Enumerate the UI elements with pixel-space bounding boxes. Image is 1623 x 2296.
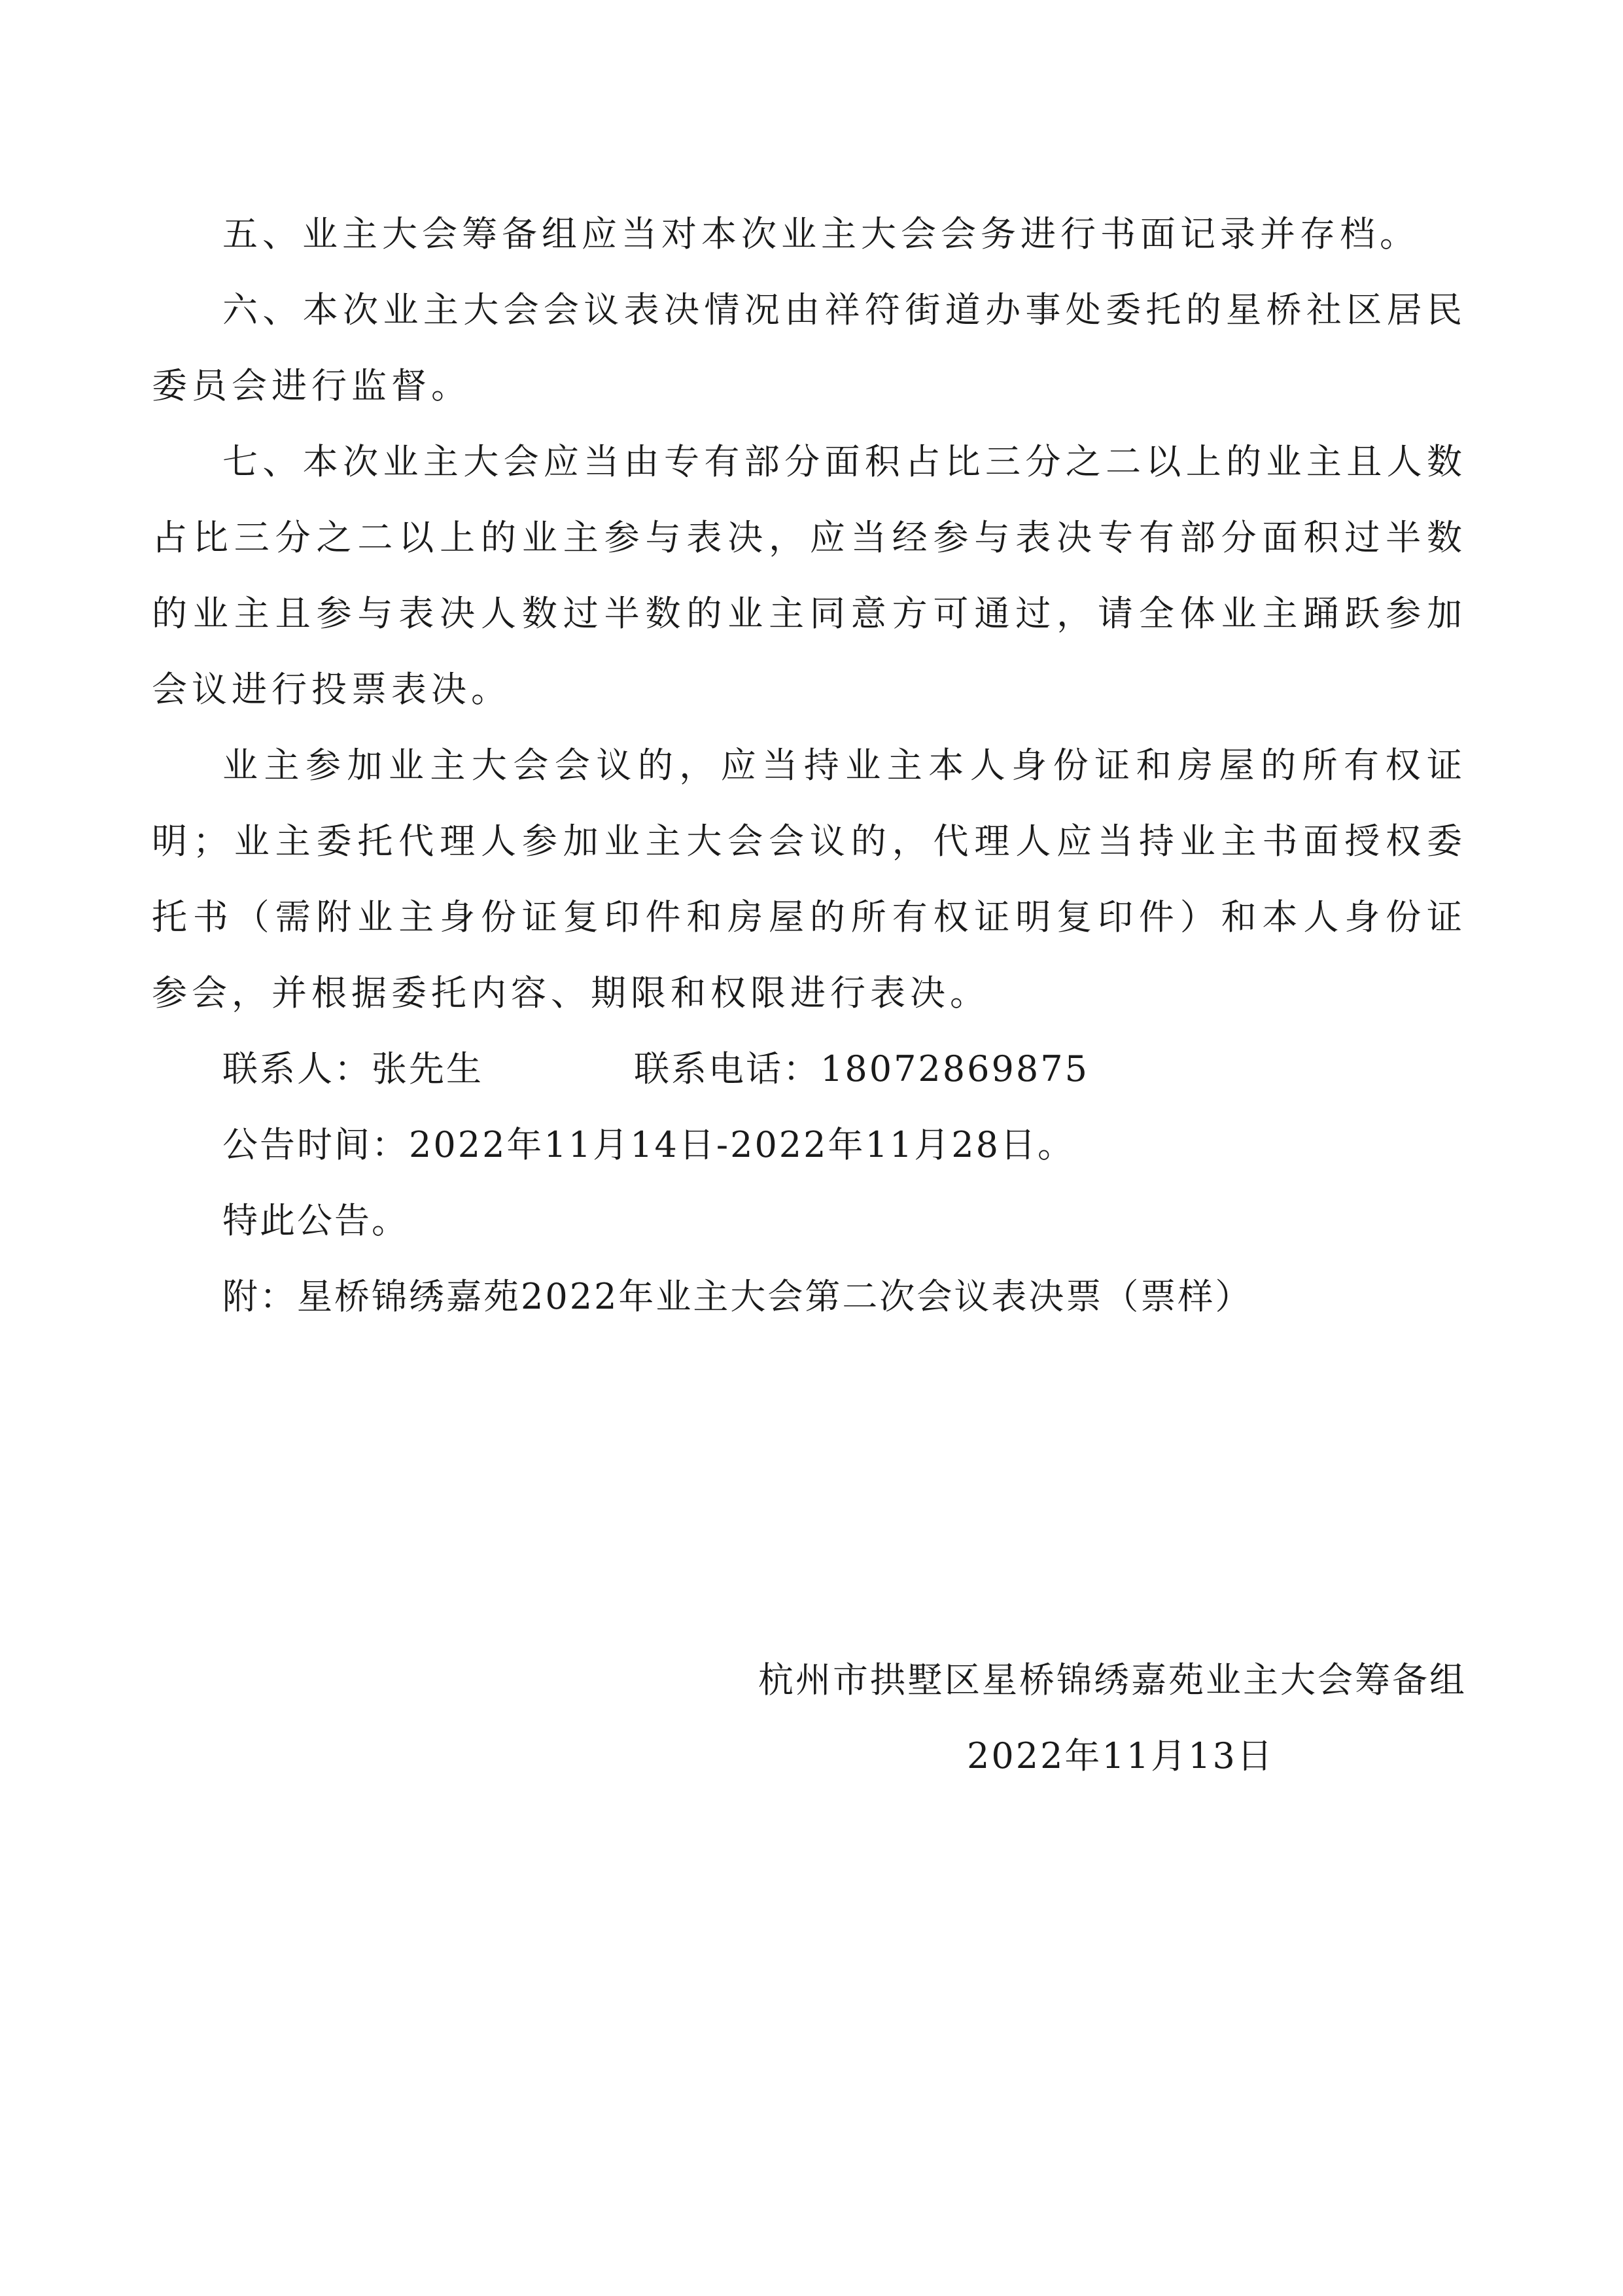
contact-person: 联系人：张先生 (222, 1048, 483, 1089)
document-body (152, 196, 1467, 1335)
contact-phone: 联系电话：18072869875 (634, 1048, 1089, 1089)
attachment-note: 附：星桥锦绣嘉苑2022年业主大会第二次会议表决票（票样） (222, 1276, 1253, 1317)
paragraph-attendance-rules: 业主参加业主大会会议的，应当持业主本人身份证和房屋的所有权证明；业主委托代理人参加业主大会会议的，代理人应当持业主书面授权委托书（需附业主身份证复印件和房屋的所有权证明复印件）和本人身份证参会，并根据委托内容、期限和权限进行表决。 (152, 745, 1467, 1014)
paragraph-item-5: 五、业主大会筹备组应当对本次业主大会会务进行书面记录并存档。 (222, 213, 1420, 255)
closing-statement: 特此公告。 (222, 1200, 409, 1241)
notice-period: 公告时间：2022年11月14日-2022年11月28日。 (222, 1124, 1075, 1165)
signature-date: 2022年11月13日 (967, 1735, 1274, 1776)
paragraph-item-7: 七、本次业主大会应当由专有部分面积占比三分之二以上的业主且人数占比三分之二以上的业主参与表决，应当经参与表决专有部分面积过半数的业主且参与表决人数过半数的业主同意方可通过，请全体业主踊跃参加会议进行投票表决。 (152, 441, 1467, 710)
contact-line (152, 1031, 1467, 1107)
paragraph-item-6: 六、本次业主大会会议表决情况由祥符街道办事处委托的星桥社区居民委员会进行监督。 (152, 289, 1467, 406)
signature-org: 杭州市拱墅区星桥锦绣嘉苑业主大会筹备组 (758, 1659, 1467, 1701)
